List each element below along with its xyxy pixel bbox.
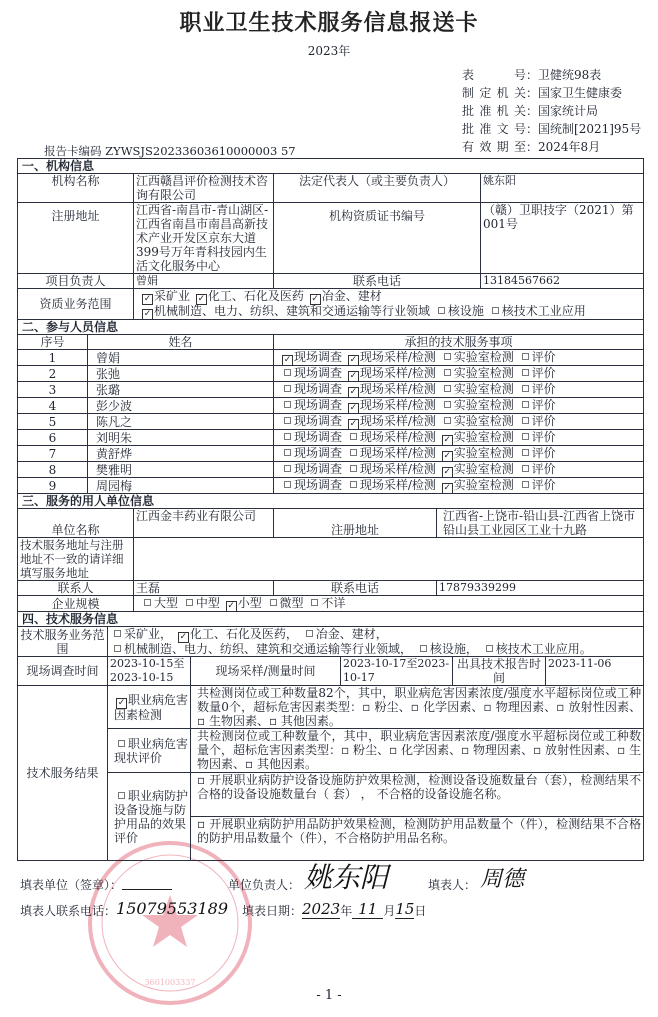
option-label: 机械制造、电力、纺织、建筑和交通运输等行业领域 (154, 304, 431, 318)
meta-key: 表 号 (462, 68, 526, 82)
personnel-table (17, 319, 644, 494)
service-items (274, 430, 644, 446)
unchecked-checkbox-icon[interactable] (522, 481, 529, 488)
result-text: ▫ 开展职业病防护设备设施防护效果检测，检测设备设施数量台（套），检测结果不合格的设备设施数量台（ 套） ， 不合格的设备设施名称。 (191, 773, 644, 817)
page-title: 职业卫生技术服务信息报送卡 (179, 10, 479, 36)
label: 单位名称 (18, 509, 134, 538)
meta-value: 国家统计局 (538, 104, 599, 118)
row-no: 7 (18, 446, 88, 462)
service-item-label: 评价 (531, 430, 556, 444)
service-item-label: 现场采样/检测 (359, 414, 436, 428)
row-no: 3 (18, 382, 88, 398)
filler-phone: 15079553189 (116, 899, 228, 918)
option-label: 核设施， (429, 642, 478, 656)
label: 联系人 (18, 581, 134, 596)
label: 法定代表人（或主要负责人） (274, 174, 481, 203)
client-phone: 17879339299 (437, 581, 644, 596)
service-item-label: 现场采样/检测 (359, 350, 436, 364)
unchecked-checkbox-icon[interactable] (350, 433, 357, 440)
result-row (18, 773, 644, 817)
unchecked-checkbox-icon[interactable] (444, 369, 451, 376)
option-item (224, 596, 262, 611)
table-row (18, 382, 644, 398)
result-row (18, 729, 644, 773)
option-label: 核设施 (447, 304, 484, 318)
result-type-label: 职业病防护设备设施与防护用品的效果评价 (114, 788, 189, 845)
unchecked-checkbox-icon[interactable] (522, 449, 529, 456)
row-no: 9 (18, 478, 88, 494)
org-phone: 13184567662 (481, 274, 644, 289)
service-item-label: 现场调查 (294, 398, 343, 412)
person-name: 周园梅 (88, 478, 274, 494)
result-row (18, 686, 644, 729)
unchecked-checkbox-icon[interactable] (350, 481, 357, 488)
person-name: 曾娟 (88, 350, 274, 366)
service-item-label: 现场调查 (294, 430, 343, 444)
unchecked-checkbox-icon[interactable] (284, 449, 291, 456)
client-name: 江西金丰药业有限公司 (134, 509, 274, 538)
unchecked-checkbox-icon[interactable] (284, 369, 291, 376)
filler-label: 填表人： (428, 878, 477, 892)
project-manager: 曾娟 (134, 274, 274, 289)
option-label: 中型 (195, 596, 220, 610)
unchecked-checkbox-icon[interactable] (284, 433, 291, 440)
month-char: 月 (383, 904, 396, 918)
label: 现场调查时间 (18, 657, 108, 686)
service-item-label: 实验室检测 (453, 446, 514, 460)
option-item (140, 304, 430, 319)
option-item (308, 289, 382, 304)
meta-row: 制定机关：国家卫生健康委 (462, 86, 623, 100)
checked-checkbox-icon[interactable]: ✓ (443, 451, 451, 461)
unchecked-checkbox-icon[interactable] (350, 449, 357, 456)
label: 联系电话 (274, 274, 481, 289)
unchecked-checkbox-icon[interactable] (144, 599, 151, 606)
unchecked-checkbox-icon[interactable] (186, 599, 193, 606)
service-address (134, 538, 644, 581)
result-type (108, 686, 191, 729)
service-item-label: 实验室检测 (453, 462, 514, 476)
table-row (18, 462, 644, 478)
service-items (274, 446, 644, 462)
option-item (266, 596, 304, 610)
client-address: 江西省-上饶市-铅山县-江西省上饶市铅山县工业园区工业十九路 (437, 509, 644, 538)
cert-number: （赣）卫职技字（2021）第001号 (481, 203, 644, 274)
filler-signature: 周德 (480, 867, 525, 892)
enterprise-size (134, 596, 644, 612)
label: 资质业务范围 (18, 289, 134, 320)
unchecked-checkbox-icon[interactable] (444, 401, 451, 408)
client-contact: 王磊 (134, 581, 274, 596)
unchecked-checkbox-icon[interactable] (284, 481, 291, 488)
label: 机构名称 (18, 174, 134, 203)
date-month: 11 (352, 900, 383, 919)
unchecked-checkbox-icon[interactable] (522, 353, 529, 360)
col-header-name: 姓名 (88, 335, 274, 350)
client-info-table (17, 493, 644, 612)
checked-checkbox-icon[interactable]: ✓ (227, 601, 235, 611)
unchecked-checkbox-icon[interactable] (114, 630, 121, 637)
unchecked-checkbox-icon[interactable] (284, 385, 291, 392)
row-no: 6 (18, 430, 88, 446)
unchecked-checkbox-icon[interactable] (492, 307, 499, 314)
label: 机构资质证书编号 (274, 203, 481, 274)
service-item-label: 现场采样/检测 (359, 366, 436, 380)
label: 技术服务地址与注册地址不一致的请详细填写服务地址 (18, 538, 134, 581)
service-items (274, 414, 644, 430)
service-item-label: 评价 (531, 350, 556, 364)
service-item-label: 现场调查 (294, 478, 343, 492)
person-name: 黄舒烨 (88, 446, 274, 462)
org-address: 江西省-南昌市-青山湖区-江西省南昌市南昌高新技术产业开发区京东大道399号万年青科技园内生活文化服务中心 (134, 203, 274, 274)
row-no: 5 (18, 414, 88, 430)
table-row (18, 366, 644, 382)
option-item (302, 627, 388, 641)
form-meta (462, 66, 641, 156)
service-item-label: 现场调查 (294, 414, 343, 428)
col-header-no: 序号 (18, 335, 88, 350)
person-name: 樊雅明 (88, 462, 274, 478)
label: 技术服务结果 (18, 686, 108, 861)
label: 企业规模 (18, 596, 134, 612)
label: 联系电话 (274, 581, 437, 596)
label: 现场采样/测量时间 (191, 657, 341, 686)
fill-unit-label: 填表单位（签章）： (20, 878, 123, 892)
option-item (416, 642, 478, 656)
service-items (274, 478, 644, 494)
row-no: 4 (18, 398, 88, 414)
person-name: 彭少波 (88, 398, 274, 414)
unchecked-checkbox-icon[interactable] (420, 645, 427, 652)
checked-checkbox-icon[interactable]: ✓ (349, 403, 358, 413)
option-label: 采矿业 (154, 289, 191, 303)
unchecked-checkbox-icon[interactable] (284, 417, 291, 424)
unchecked-checkbox-icon[interactable] (438, 307, 445, 314)
service-item-label: 现场调查 (294, 366, 343, 380)
unchecked-checkbox-icon[interactable] (522, 369, 529, 376)
meta-row: 有效期至：2024年8月 (462, 140, 601, 154)
unchecked-checkbox-icon[interactable] (522, 465, 529, 472)
option-item (194, 289, 304, 304)
unit-head-label: 单位负责人： (228, 878, 301, 892)
option-label: 核技术工业应用。 (495, 642, 592, 656)
result-text: ▫ 开展职业病防护用品防护效果检测，检测防护用品数量个（件），检测结果不合格的防护用品数量个（件），不合格防护用品名称。 (191, 817, 644, 861)
meta-key: 批准机关 (462, 104, 526, 118)
option-item (176, 627, 298, 642)
unchecked-checkbox-icon[interactable] (444, 385, 451, 392)
service-items (274, 350, 644, 366)
year-char: 年 (340, 904, 353, 918)
meta-key: 有效期至 (462, 140, 526, 154)
checked-checkbox-icon[interactable]: ✓ (443, 435, 451, 445)
option-label: 化工、石化及医药 (207, 289, 304, 303)
meta-row: 表 号：卫健统98表 (462, 68, 602, 82)
option-item (307, 596, 345, 610)
service-items (274, 382, 644, 398)
filler-phone-label: 填表人联系电话： (20, 904, 117, 918)
option-label: 化工、石化及医药， (189, 627, 298, 641)
report-code: 报告卡编码 ZYWSJS20233603610000003 57 (44, 144, 296, 158)
service-items (274, 366, 644, 382)
service-item-label: 实验室检测 (453, 478, 514, 492)
service-item-label: 现场调查 (294, 382, 343, 396)
checked-checkbox-icon[interactable]: ✓ (117, 697, 126, 708)
unchecked-checkbox-icon[interactable] (522, 433, 529, 440)
option-label: 核技术工业应用 (501, 304, 586, 318)
option-item (140, 596, 178, 610)
result-text: 共检测岗位或工种数量个，其中，职业病危害因素浓度/强度水平超标岗位或工种数量个，超标危害因素类型：▫ 粉尘、▫ 化学因素、▫ 物理因素、▫ 放射性因素、▫ 生物因素、▫ 其他因素。 (191, 729, 644, 773)
service-item-label: 现场采样/检测 (359, 398, 436, 412)
table-row (18, 414, 644, 430)
service-items (274, 398, 644, 414)
service-items (274, 462, 644, 478)
date-day: 15 (395, 900, 415, 918)
svg-text:3601003337: 3601003337 (144, 978, 196, 987)
unchecked-checkbox-icon[interactable] (444, 353, 451, 360)
checked-checkbox-icon[interactable]: ✓ (349, 387, 358, 397)
option-item (140, 289, 190, 304)
checked-checkbox-icon[interactable]: ✓ (143, 309, 152, 319)
option-item (488, 304, 586, 318)
table-row (18, 350, 644, 366)
label: 注册地址 (18, 203, 134, 274)
service-info-table (17, 611, 644, 861)
option-item (434, 304, 484, 318)
service-item-label: 评价 (531, 414, 556, 428)
day-char: 日 (414, 904, 427, 918)
checked-checkbox-icon[interactable]: ✓ (179, 632, 188, 642)
service-item-label: 评价 (531, 382, 556, 396)
fill-unit-line (122, 889, 172, 890)
checked-checkbox-icon[interactable]: ✓ (349, 419, 358, 429)
fill-date-label: 填表日期： (242, 904, 303, 918)
report-year: 2023年 (307, 44, 351, 58)
meta-value: 国家卫生健康委 (538, 86, 623, 100)
date-year: 2023 (302, 900, 341, 918)
service-item-label: 实验室检测 (453, 350, 514, 364)
section-heading: 三、服务的用人单位信息 (18, 494, 644, 509)
sampling-time: 2023-10-17至2023-10-17 (341, 657, 453, 686)
qualification-scope (134, 289, 644, 320)
service-item-label: 现场采样/检测 (359, 446, 436, 460)
unchecked-checkbox-icon[interactable] (284, 465, 291, 472)
option-label: 冶金、建材 (321, 289, 382, 303)
row-no: 8 (18, 462, 88, 478)
option-item (110, 642, 412, 656)
service-item-label: 现场采样/检测 (359, 430, 436, 444)
checked-checkbox-icon[interactable]: ✓ (143, 294, 152, 304)
unit-head-signature: 姚东阳 (304, 861, 389, 894)
unchecked-checkbox-icon[interactable] (118, 740, 125, 747)
service-item-label: 评价 (531, 366, 556, 380)
service-item-label: 评价 (531, 446, 556, 460)
label: 技术服务业务范围 (18, 627, 108, 657)
meta-row: 批准机关：国家统计局 (462, 104, 599, 118)
result-type (108, 729, 191, 773)
service-item-label: 现场调查 (294, 350, 343, 364)
col-header-items: 承担的技术服务事项 (274, 335, 644, 350)
section-heading: 一、机构信息 (18, 159, 644, 174)
meta-value: 2024年8月 (538, 140, 601, 154)
service-item-label: 现场调查 (294, 446, 343, 460)
option-label: 机械制造、电力、纺织、建筑和交通运输等行业领域， (124, 642, 413, 656)
service-item-label: 现场调查 (294, 462, 343, 476)
unchecked-checkbox-icon[interactable] (114, 645, 121, 652)
unchecked-checkbox-icon[interactable] (522, 385, 529, 392)
page-number: - 1 - (316, 988, 342, 1003)
person-name: 张璐 (88, 382, 274, 398)
unchecked-checkbox-icon[interactable] (486, 645, 493, 652)
unchecked-checkbox-icon[interactable] (522, 401, 529, 408)
option-label: 采矿业， (124, 627, 173, 641)
meta-key: 批准文号 (462, 122, 526, 136)
option-label: 大型 (154, 596, 179, 610)
form-body (17, 159, 643, 919)
option-label: 不详 (321, 596, 346, 610)
option-item (182, 596, 220, 610)
meta-value: 国统制[2021]95号 (538, 122, 642, 136)
service-item-label: 实验室检测 (453, 398, 514, 412)
report-time: 2023-11-06 (546, 657, 644, 686)
unchecked-checkbox-icon[interactable] (444, 417, 451, 424)
service-item-label: 评价 (531, 398, 556, 412)
row-no: 2 (18, 366, 88, 382)
unchecked-checkbox-icon[interactable] (522, 417, 529, 424)
checked-checkbox-icon[interactable]: ✓ (443, 483, 451, 493)
checked-checkbox-icon[interactable]: ✓ (349, 355, 358, 365)
option-item (482, 642, 592, 656)
service-item-label: 实验室检测 (453, 366, 514, 380)
signature-area (20, 863, 640, 919)
section-heading: 四、技术服务信息 (18, 612, 644, 627)
option-label: 小型 (237, 596, 262, 610)
service-item-label: 实验室检测 (453, 382, 514, 396)
survey-time: 2023-10-15至2023-10-15 (108, 657, 191, 686)
legal-rep: 姚东阳 (481, 174, 644, 203)
person-name: 刘明朱 (88, 430, 274, 446)
result-text: 共检测岗位或工种数量82个，其中，职业病危害因素浓度/强度水平超标岗位或工种数量0个，超标危害因素类型：▫ 粉尘、▫ 化学因素、▫ 物理因素、▫ 放射性因素、▫ 生物因素、▫ 其他因素。 (191, 686, 644, 729)
checked-checkbox-icon[interactable]: ✓ (197, 294, 206, 304)
org-name: 江西赣昌评价检测技术咨询有限公司 (134, 174, 274, 203)
service-item-label: 实验室检测 (453, 430, 514, 444)
meta-value: 卫健统98表 (538, 68, 602, 82)
service-item-label: 实验室检测 (453, 414, 514, 428)
section-heading: 二、参与人员信息 (18, 320, 644, 335)
service-item-label: 现场采样/检测 (359, 382, 436, 396)
label: 出具技术报告时间 (453, 657, 546, 686)
row-no: 1 (18, 350, 88, 366)
unchecked-checkbox-icon[interactable] (311, 599, 318, 606)
service-item-label: 评价 (531, 462, 556, 476)
result-type (108, 773, 191, 861)
service-scope (108, 627, 644, 657)
table-row (18, 398, 644, 414)
service-item-label: 评价 (531, 478, 556, 492)
org-info-table (17, 158, 644, 320)
checked-checkbox-icon[interactable]: ✓ (311, 294, 319, 304)
unchecked-checkbox-icon[interactable] (284, 401, 291, 408)
option-label: 冶金、建材， (315, 627, 388, 641)
checked-checkbox-icon[interactable]: ✓ (283, 355, 292, 365)
meta-row: 批准文号：国统制[2021]95号 (462, 122, 642, 136)
unchecked-checkbox-icon[interactable] (270, 599, 277, 606)
table-row (18, 446, 644, 462)
checked-checkbox-icon[interactable]: ✓ (349, 371, 358, 381)
result-type-label: 职业病危害因素检测 (114, 692, 189, 722)
person-name: 张弛 (88, 366, 274, 382)
person-name: 陈凡之 (88, 414, 274, 430)
unchecked-checkbox-icon[interactable] (118, 792, 125, 799)
option-label: 微型 (279, 596, 304, 610)
meta-key: 制定机关 (462, 86, 526, 100)
unchecked-checkbox-icon[interactable] (350, 465, 357, 472)
table-row (18, 478, 644, 494)
label: 注册地址 (274, 509, 437, 538)
label: 项目负责人 (18, 274, 134, 289)
unchecked-checkbox-icon[interactable] (306, 630, 313, 637)
service-item-label: 现场采样/检测 (359, 462, 436, 476)
result-type-label: 职业病危害现状评价 (114, 736, 189, 765)
table-row (18, 430, 644, 446)
option-item (110, 627, 172, 641)
checked-checkbox-icon[interactable]: ✓ (443, 467, 451, 477)
service-item-label: 现场采样/检测 (359, 478, 436, 492)
